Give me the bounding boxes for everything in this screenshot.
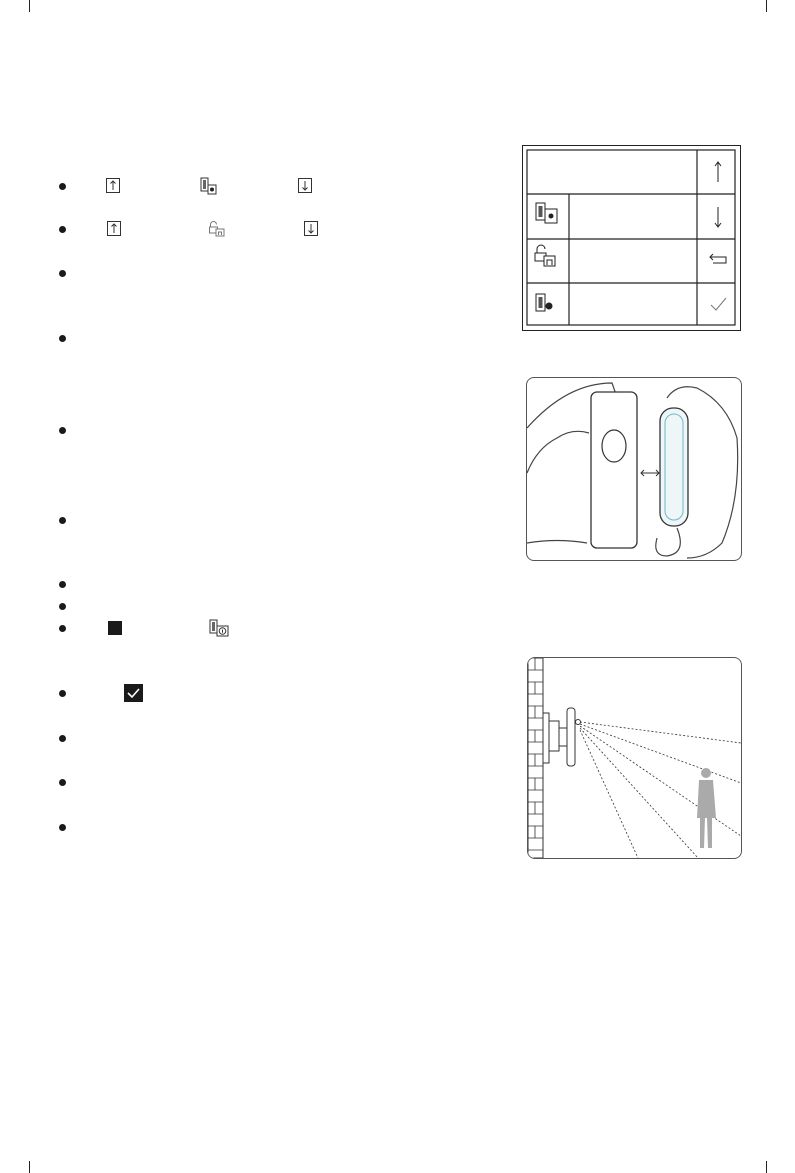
list-bullet bbox=[59, 779, 66, 786]
door-sensor-icon bbox=[200, 177, 217, 195]
list-bullet bbox=[59, 427, 66, 434]
menu-screen-figure bbox=[522, 145, 741, 331]
arrow-up-icon bbox=[106, 178, 120, 193]
list-bullet bbox=[59, 625, 66, 632]
crop-mark bbox=[766, 0, 767, 12]
crop-mark bbox=[766, 1161, 767, 1173]
list-bullet bbox=[59, 335, 66, 342]
list-bullet bbox=[59, 603, 66, 610]
lock-icon bbox=[208, 220, 225, 237]
arrow-down-icon bbox=[298, 178, 312, 193]
sensor-alignment-figure bbox=[526, 377, 742, 561]
list-bullet bbox=[59, 690, 66, 697]
list-bullet bbox=[59, 517, 66, 524]
list-bullet bbox=[59, 183, 66, 190]
list-bullet bbox=[59, 581, 66, 588]
arrow-down-icon bbox=[304, 221, 318, 236]
camera-view-figure bbox=[527, 657, 742, 859]
list-bullet bbox=[59, 735, 66, 742]
list-bullet bbox=[59, 824, 66, 831]
black-square-icon bbox=[108, 621, 122, 635]
arrow-up-icon bbox=[107, 221, 121, 236]
door-info-icon bbox=[209, 619, 229, 637]
list-bullet bbox=[59, 270, 66, 277]
crop-mark bbox=[29, 0, 30, 12]
list-bullet bbox=[59, 226, 66, 233]
checkmark-icon bbox=[124, 684, 143, 702]
crop-mark bbox=[29, 1161, 30, 1173]
